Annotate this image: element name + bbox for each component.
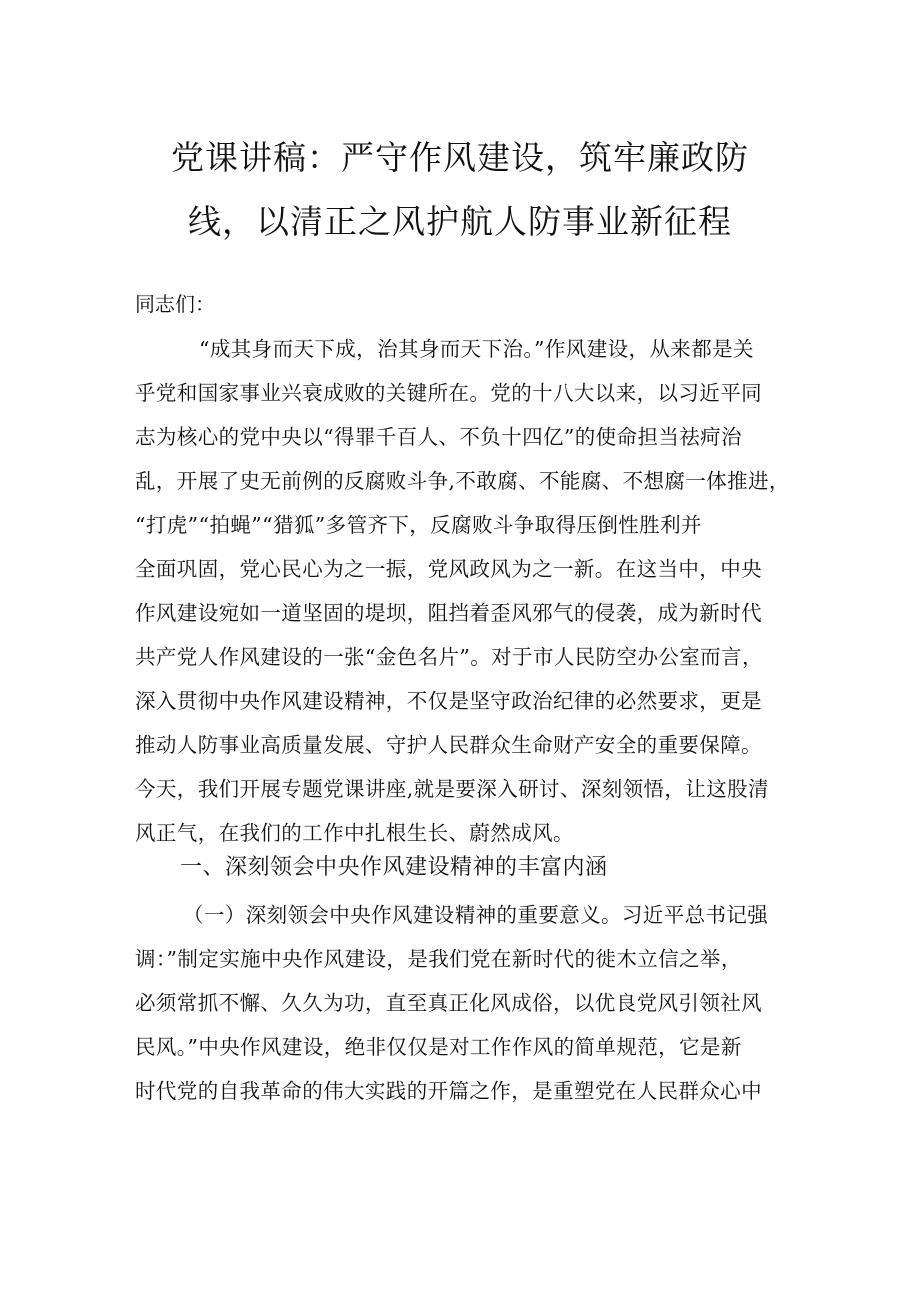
paragraph-1-line: 作风建设宛如一道坚固的堤坝，阻挡着歪风邪气的侵袭，成为新时代 (135, 601, 762, 625)
paragraph-1-line: 志为核心的党中央以“得罪千百人、不负十四亿”的使命担当祛疴治 (135, 425, 742, 449)
paragraph-1-line: 乱，开展了史无前例的反腐败斗争,不敢腐、不能腐、不想腐一体推进， (135, 469, 790, 493)
paragraph-1-line: 风正气，在我们的工作中扎根生长、蔚然成风。 (135, 821, 574, 845)
paragraph-1-line: 深入贯彻中央作风建设精神，不仅是坚守政治纪律的必然要求，更是 (135, 689, 762, 713)
paragraph-1-line: 共产党人作风建设的一张“金色名片”。对于市人民防空办公室而言， (135, 645, 763, 669)
title-line-1: 党课讲稿：严守作风建设，筑牢廉政防 (171, 138, 749, 177)
paragraph-1 (135, 327, 795, 855)
document-title (120, 126, 800, 254)
salutation: 同志们： (135, 292, 215, 316)
paragraph-2-line: 时代党的自我革命的伟大实践的开篇之作，是重塑党在人民群众心中 (135, 1079, 762, 1103)
paragraph-2-line: 民风。”中央作风建设，绝非仅仅是对工作作风的简单规范，它是新 (135, 1035, 742, 1059)
paragraph-1-line: 推动人防事业高质量发展、守护人民群众生命财产安全的重要保障。 (135, 733, 762, 757)
paragraph-1-line: “成其身而天下成，治其身而天下治。”作风建设，从来都是关 (199, 337, 754, 361)
paragraph-2-line: 必须常抓不懈、久久为功，直至真正化风成俗，以优良党风引领社风 (135, 991, 762, 1015)
paragraph-2-line: 调：”制定实施中央作风建设，是我们党在新时代的徙木立信之举， (135, 947, 742, 971)
paragraph-2-line: （一）深刻领会中央作风建设精神的重要意义。习近平总书记强 (183, 903, 769, 927)
paragraph-1-line: 今天，我们开展专题党课讲座,就是要深入研讨、深刻领悟，让这股清 (135, 777, 769, 801)
paragraph-1-line: “打虎”“拍蝇”“猎狐”多管齐下，反腐败斗争取得压倒性胜利并 (135, 513, 702, 537)
paragraph-1-line: 乎党和国家事业兴衰成败的关键所在。党的十八大以来，以习近平同 (135, 381, 762, 405)
paragraph-1-line: 全面巩固，党心民心为之一振，党风政风为之一新。在这当中，中央 (135, 557, 762, 581)
title-line-2: 线，以清正之风护航人防事业新征程 (188, 202, 732, 241)
paragraph-2 (135, 893, 795, 1113)
section-heading: 一、深刻领会中央作风建设精神的丰富内涵 (180, 855, 608, 880)
